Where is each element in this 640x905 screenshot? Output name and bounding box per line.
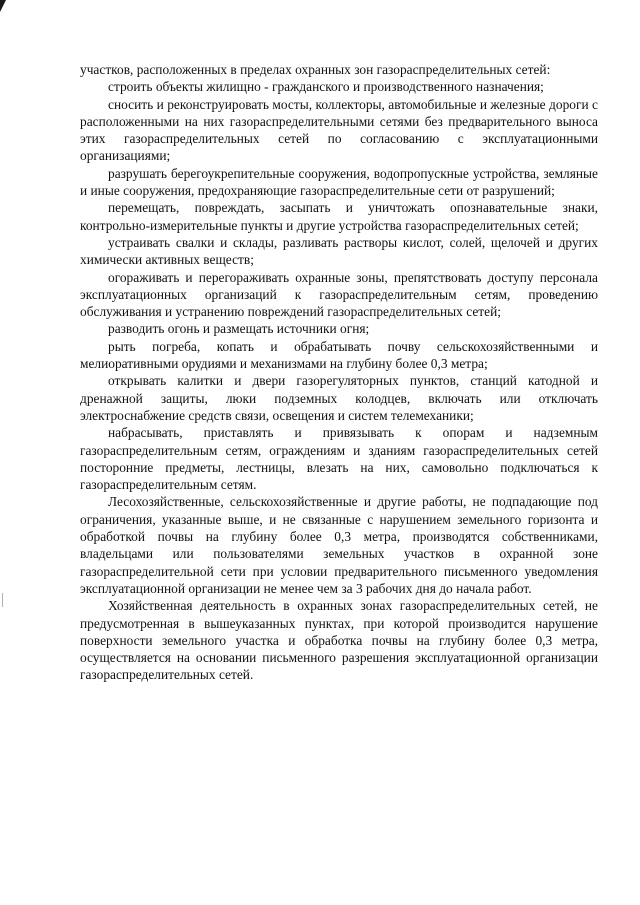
paragraph-intro: участков, расположенных в пределах охранных зон газораспределительных сетей: (80, 62, 551, 77)
paragraph-item-doors: открывать калитки и двери газорегуляторных пунктов, станций катодной и дренажной защиты, люки подземных колодцев, включать или отключать электроснабжение средств связи, освещения и систем телемеханики; (80, 373, 598, 423)
paragraph-item-digging: рыть погреба, копать и обрабатывать почву сельскохозяйственными и мелиоративными орудиями и механизмами на глубину более 0,3 метра; (80, 338, 598, 372)
paragraph-item-destroy-structures: разрушать берегоукрепительные сооружения, водопропускные устройства, земляные и иные сооружения, предохраняющие газораспределительные сети от разрушений; (80, 165, 598, 199)
scan-edge-mark (2, 593, 3, 607)
paragraph-item-objects: набрасывать, приставлять и привязывать к опорам и надземным газораспределительным сетям, ограждениям и зданиям газораспределительных сетей посторонние предметы, лестницы, влезать на них, самовольно подключаться к газораспределительным сетям. (80, 425, 598, 493)
paragraph-economic-activity: Хозяйственная деятельность в охранных зонах газораспределительных сетей, не предусмотренная в вышеуказанных пунктах, при которой производится нарушение поверхности земельного участка и обработка почвы на глубину более 0,3 метра, осуществляется на основании письменного разрешения эксплуатационной организации газораспределительных сетей. (80, 598, 598, 683)
paragraph-item-fire: разводить огонь и размещать источники огня; (108, 321, 370, 337)
paragraph-item-signs: перемещать, повреждать, засыпать и уничтожать опознавательные знаки, контрольно-измерительные пункты и другие устройства газораспределительных сетей; (80, 200, 598, 233)
paragraph-forestry-works: Лесохозяйственные, сельскохозяйственные и другие работы, не подпадающие под ограничения, указанные выше, и не связанные с нарушением земельного горизонта и обработкой почвы на глубину более 0,3 метра, производятся собственниками, владельцами или пользователями земельных участков в охранной зоне газораспределительной сети при условии предварительного письменного уведомления эксплуатационной организации не менее чем за 3 рабочих дня до начала работ. (80, 494, 598, 596)
paragraph-item-fencing: огораживать и перегораживать охранные зоны, препятствовать доступу персонала эксплуатационных организаций к газораспределительным сетям, проведению обслуживания и устранению повреждений газораспределительных сетей; (80, 269, 598, 320)
paragraph-item-build: строить объекты жилищно - гражданского и производственного назначения; (108, 79, 544, 95)
document-body (80, 61, 598, 684)
scan-corner-mark (0, 0, 6, 12)
paragraph-item-dumps: устраивать свалки и склады, разливать растворы кислот, солей, щелочей и других химически активных веществ; (80, 234, 598, 268)
paragraph-item-demolish: сносить и реконструировать мосты, коллекторы, автомобильные и железные дороги с расположенными на них газораспределительными сетями без предварительного выноса этих газораспределительных сетей по согласованию с эксплуатационными организациями; (80, 96, 598, 164)
